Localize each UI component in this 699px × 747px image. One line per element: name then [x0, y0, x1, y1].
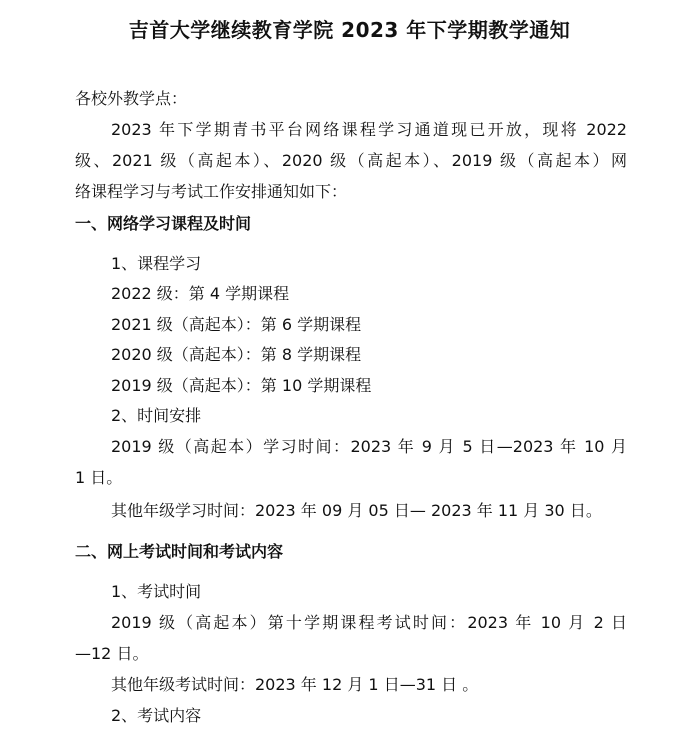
study-time-other: 其他年级学习时间：2023 年 09 月 05 日— 2023 年 11 月 30 日。: [111, 501, 602, 520]
salutation: 各校外教学点：: [75, 89, 188, 108]
exam-time-other: 其他年级考试时间：2023 年 12 月 1 日—31 日 。: [111, 675, 479, 694]
exam-time-2019-line-2: —12 日。: [75, 644, 149, 663]
course-item: 2021 级（高起本）：第 6 学期课程: [111, 315, 362, 334]
study-time-2019-line-1: 2019 级（高起本）学习时间：2023 年 9 月 5 日—2023 年 10 月: [111, 437, 627, 456]
intro-line-1: 2023 年下学期青书平台网络课程学习通道现已开放，现将 2022: [111, 120, 627, 139]
subheading-course-study: 1、课程学习: [111, 254, 202, 273]
subheading-exam-content: 2、考试内容: [111, 706, 202, 725]
subheading-exam-time: 1、考试时间: [111, 582, 202, 601]
study-time-2019-line-2: 1 日。: [75, 468, 123, 487]
section-heading-online-exam: 二、网上考试时间和考试内容: [75, 542, 284, 561]
exam-time-2019-line-1: 2019 级（高起本）第十学期课程考试时间：2023 年 10 月 2 日: [111, 613, 627, 632]
intro-line-2: 级、2021 级（高起本）、2020 级（高起本）、2019 级（高起本）网: [75, 151, 627, 170]
course-item: 2022 级：第 4 学期课程: [111, 284, 290, 303]
course-item: 2020 级（高起本）：第 8 学期课程: [111, 345, 362, 364]
page-title: 吉首大学继续教育学院 2023 年下学期教学通知: [128, 18, 571, 42]
course-item: 2019 级（高起本）：第 10 学期课程: [111, 376, 372, 395]
subheading-schedule: 2、时间安排: [111, 406, 202, 425]
section-heading-network-study: 一、网络学习课程及时间: [75, 214, 252, 233]
intro-line-3: 络课程学习与考试工作安排通知如下：: [75, 182, 348, 201]
